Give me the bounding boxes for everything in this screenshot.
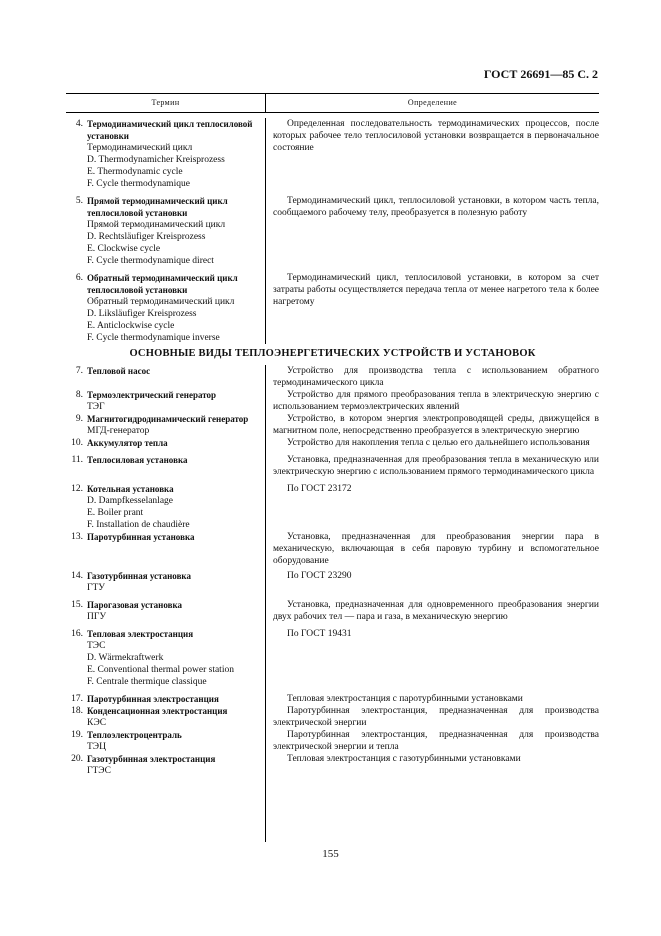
entries-bottom	[66, 365, 599, 777]
table-row	[66, 413, 599, 437]
definition-cell	[265, 365, 599, 389]
term-cell	[66, 729, 265, 753]
term-synonym: Термодинамический цикл	[87, 143, 193, 153]
table-row	[66, 693, 599, 705]
table-row	[66, 628, 599, 688]
term-number: 12.	[71, 484, 83, 494]
term-name: Прямой термодинамический цикл теплосиловой установки	[87, 196, 228, 218]
term-name: Парогазовая установка	[87, 600, 183, 610]
term-synonym: E. Clockwise cycle	[87, 244, 161, 254]
table-row	[66, 753, 599, 777]
definition-text: Устройство для накопления тепла с целью его дальнейшего использования	[287, 438, 590, 448]
table-row	[66, 118, 599, 190]
term-name: Термоэлектрический генератор	[87, 390, 217, 400]
table-row	[66, 705, 599, 729]
page-number: 155	[322, 848, 339, 860]
table-row	[66, 389, 599, 413]
term-synonym: ГТУ	[87, 583, 106, 593]
term-cell	[66, 531, 265, 567]
definition-cell	[265, 118, 599, 190]
definition-text: По ГОСТ 23172	[287, 484, 352, 494]
term-synonym: D. Wärmekraftwerk	[87, 653, 164, 663]
term-cell	[66, 454, 265, 478]
definition-cell	[265, 454, 599, 478]
term-synonym: Прямой термодинамический цикл	[87, 220, 226, 230]
definition-text: Термодинамический цикл, теплосиловой установки, в котором часть тепла, сообщаемого рабочему телу, преобразуется в полезную работу	[273, 196, 599, 218]
term-name: Паротурбинная установка	[87, 532, 195, 542]
definition-text: Установка, предназначенная для преобразования энергии пара в механическую, включающая в себя паровую турбину и вспомогательное оборудование	[273, 532, 599, 566]
term-synonym: D. Thermodynamicher Kreisprozess	[87, 155, 225, 165]
definition-text: Устройство для производства тепла с использованием обратного термодинамического цикла	[273, 366, 599, 388]
table-row	[66, 437, 599, 449]
term-number: 14.	[71, 571, 83, 581]
term-name: Газотурбинная установка	[87, 571, 191, 581]
term-number: 8.	[75, 390, 83, 400]
table-header	[66, 93, 599, 113]
term-number: 6.	[75, 273, 83, 283]
term-cell	[66, 705, 265, 729]
table-row	[66, 531, 599, 567]
definition-text: По ГОСТ 23290	[287, 571, 352, 581]
term-name: Теплоэлектроцентраль	[87, 730, 182, 740]
definition-cell	[265, 195, 599, 267]
term-synonym: D. Dampfkesselanlage	[87, 496, 173, 506]
term-synonym: F. Cycle thermodynamique direct	[87, 256, 214, 266]
definition-cell	[265, 531, 599, 567]
term-cell	[66, 570, 265, 594]
term-name: Газотурбинная электростанция	[87, 754, 216, 764]
term-synonym: F. Cycle thermodynamique	[87, 179, 190, 189]
term-synonym: E. Anticlockwise cycle	[87, 321, 175, 331]
term-number: 10.	[71, 438, 83, 448]
term-name: Паротурбинная электростанция	[87, 694, 219, 704]
term-number: 15.	[71, 600, 83, 610]
term-cell	[66, 693, 265, 705]
term-name: Теплосиловая установка	[87, 455, 188, 465]
term-synonym: МГД-генератор	[87, 426, 150, 436]
definition-cell	[265, 413, 599, 437]
term-synonym: ПГУ	[87, 612, 107, 622]
term-cell	[66, 389, 265, 413]
definition-cell	[265, 705, 599, 729]
term-name: Конденсационная электростанция	[87, 706, 228, 716]
term-number: 9.	[75, 414, 83, 424]
term-synonym: D. Liksläufiger Kreisprozess	[87, 309, 197, 319]
term-synonym: Обратный термодинамический цикл	[87, 297, 235, 307]
definition-text: Термодинамический цикл, теплосиловой установки, в котором за счет затраты работы осуществляется передача тепла от менее нагретого тела к более нагретому	[273, 273, 599, 307]
term-name: Котельная установка	[87, 484, 174, 494]
table-row	[66, 599, 599, 623]
term-number: 7.	[75, 366, 83, 376]
definition-cell	[265, 753, 599, 777]
term-synonym: F. Cycle thermodynamique inverse	[87, 333, 220, 343]
term-synonym: КЭС	[87, 718, 107, 728]
page-header: ГОСТ 26691—85 С. 2	[483, 67, 598, 81]
definition-cell	[265, 599, 599, 623]
term-synonym: ТЭЦ	[87, 742, 106, 752]
definition-cell	[265, 628, 599, 688]
term-name: Тепловая электростанция	[87, 629, 194, 639]
table-row	[66, 272, 599, 344]
definition-text: Установка, предназначенная для преобразования тепла в механическую или электрическую энергию с использованием прямого термодинамического цикла	[273, 455, 599, 477]
definition-text: Тепловая электростанция с газотурбинными установками	[287, 754, 521, 764]
term-number: 4.	[75, 119, 83, 129]
definition-cell	[265, 693, 599, 705]
term-number: 13.	[71, 532, 83, 542]
table-row	[66, 195, 599, 267]
term-synonym: E. Thermodynamic cycle	[87, 167, 183, 177]
term-cell	[66, 118, 265, 190]
table-row	[66, 483, 599, 531]
table-row	[66, 570, 599, 594]
term-synonym: D. Rechtsläufiger Kreisprozess	[87, 232, 206, 242]
definition-cell	[265, 570, 599, 594]
definition-text: Паротурбинная электростанция, предназначенная для производства электрической энергии и тепла	[273, 730, 599, 752]
term-number: 17.	[71, 694, 83, 704]
term-number: 20.	[71, 754, 83, 764]
term-cell	[66, 483, 265, 531]
column-divider	[265, 118, 266, 842]
term-name: Термодинамический цикл теплосиловой установки	[87, 119, 253, 141]
table-body	[66, 118, 599, 777]
term-number: 5.	[75, 196, 83, 206]
definition-cell	[265, 729, 599, 753]
term-number: 18.	[71, 706, 83, 716]
term-name: Тепловой насос	[87, 366, 151, 376]
term-synonym: F. Installation de chaudière	[87, 520, 190, 530]
term-name: Магнитогидродинамический генератор	[87, 414, 249, 424]
definition-text: По ГОСТ 19431	[287, 629, 352, 639]
term-cell	[66, 365, 265, 389]
definition-text: Тепловая электростанция с паротурбинными установками	[287, 694, 523, 704]
term-synonym: F. Centrale thermique classique	[87, 677, 207, 687]
term-synonym: E. Boiler prant	[87, 508, 144, 518]
definition-cell	[265, 483, 599, 531]
definition-cell	[265, 389, 599, 413]
terms-table	[66, 93, 599, 777]
definition-text: Устройство, в котором энергия электропроводящей среды, движущейся в магнитном поле, непосредственно преобразуется в электрическую энергию	[273, 414, 599, 436]
definition-text: Установка, предназначенная для одновременного преобразования энергии двух рабочих тел — пара и газа, в механическую энергию	[273, 600, 599, 622]
term-name: Аккумулятор тепла	[87, 438, 168, 448]
table-row	[66, 365, 599, 389]
entries-top	[66, 118, 599, 344]
column-term-header: Термин	[66, 94, 266, 112]
section-title: ОСНОВНЫЕ ВИДЫ ТЕПЛОЭНЕРГЕТИЧЕСКИХ УСТРОЙСТВ И УСТАНОВОК	[66, 344, 599, 365]
term-cell	[66, 599, 265, 623]
definition-cell	[265, 437, 599, 449]
term-number: 11.	[71, 455, 83, 465]
definition-cell	[265, 272, 599, 344]
table-row	[66, 729, 599, 753]
column-definition-header: Определение	[407, 98, 458, 107]
term-cell	[66, 272, 265, 344]
table-row	[66, 454, 599, 478]
term-name: Обратный термодинамический цикл теплосиловой установки	[87, 273, 238, 295]
term-cell	[66, 437, 265, 449]
definition-text: Устройство для прямого преобразования тепла в электрическую энергию с использованием термоэлектрических явлений	[273, 390, 599, 412]
term-cell	[66, 195, 265, 267]
term-cell	[66, 628, 265, 688]
term-synonym: ГТЭС	[87, 766, 111, 776]
term-synonym: ТЭС	[87, 641, 106, 651]
definition-text: Паротурбинная электростанция, предназначенная для производства электрической энергии	[273, 706, 599, 728]
term-number: 16.	[71, 629, 83, 639]
term-synonym: E. Conventional thermal power station	[87, 665, 234, 675]
term-cell	[66, 413, 265, 437]
term-number: 19.	[71, 730, 83, 740]
definition-text: Определенная последовательность термодинамических процессов, после которых рабочее тело теплосиловой установки возвращается в первоначальное состояние	[273, 119, 599, 153]
term-cell	[66, 753, 265, 777]
term-synonym: ТЭГ	[87, 402, 105, 412]
